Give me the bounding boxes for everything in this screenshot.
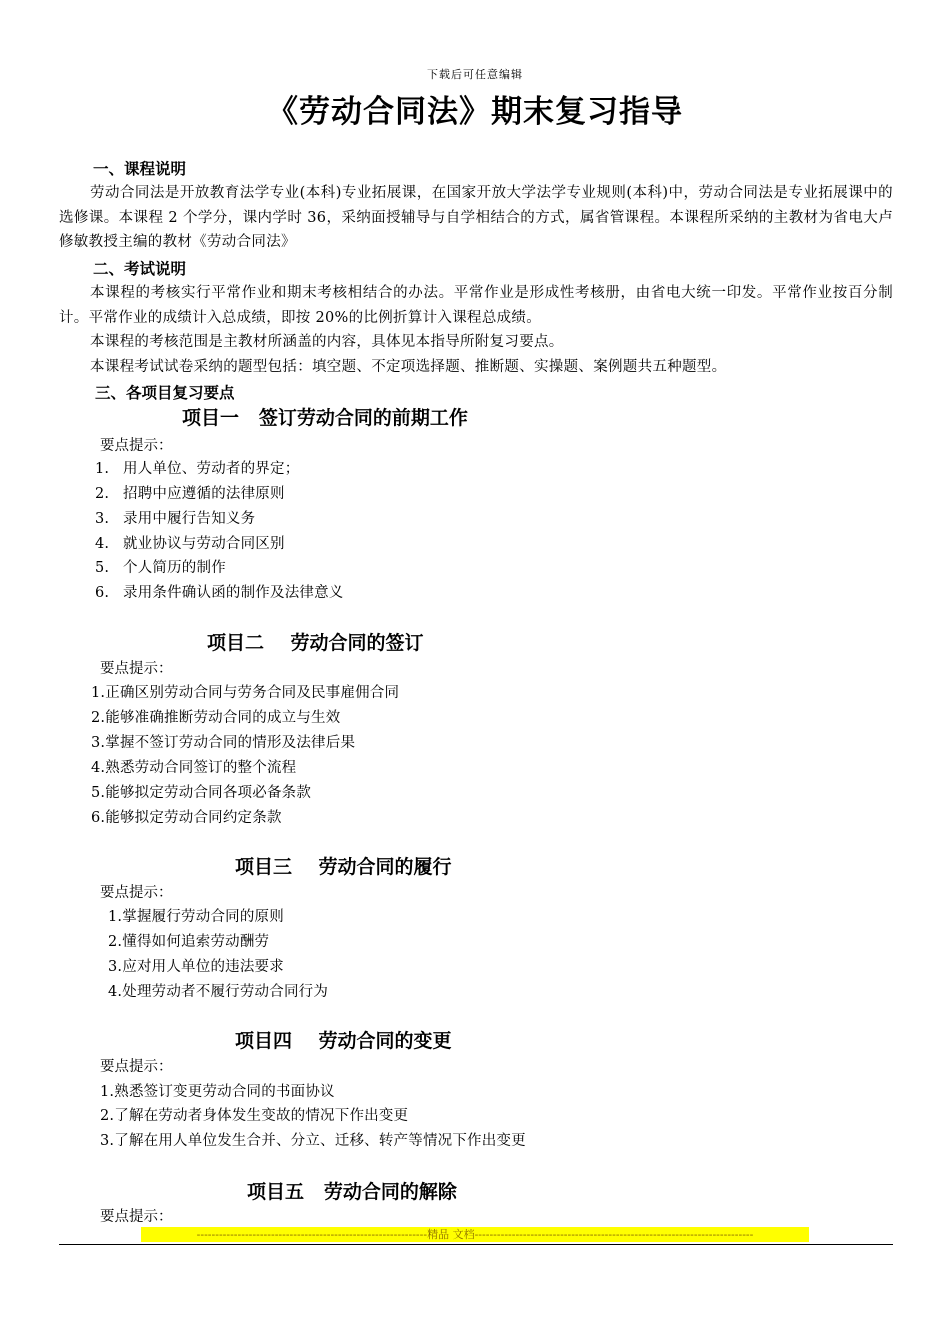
document-title: 《劳动合同法》期末复习指导 <box>267 94 683 130</box>
exam-paragraph-2: 本课程的考核范围是主教材所涵盖的内容，具体见本指导所附复习要点。 <box>90 334 564 350</box>
project-2-title: 项目二 劳动合同的签订 <box>207 632 424 654</box>
project-2-hint: 要点提示： <box>100 661 173 677</box>
list-item: 4.处理劳动者不履行劳动合同行为 <box>108 984 329 1000</box>
list-item: 2. 招聘中应遵循的法律原则 <box>95 486 285 502</box>
footer-divider <box>59 1244 893 1245</box>
footer-watermark-band: --------------------------------------------------------------精品 文档--------------------------------------------------------------------------- <box>141 1227 809 1242</box>
project-3-title: 项目三 劳动合同的履行 <box>235 856 452 878</box>
list-item: 2.能够准确推断劳动合同的成立与生效 <box>91 710 341 726</box>
list-item: 1. 用人单位、劳动者的界定； <box>95 461 300 477</box>
course-description-paragraph: 劳动合同法是开放教育法学专业(本科)专业拓展课，在国家开放大学法学专业规则(本科)中，劳动合同法是专业拓展课中的选修课。本课程 2 个学分，课内学时 36，采纳面授辅导与自学相结合的方式，属省管课程。本课程所采纳的主教材为省电大卢修敏教授主编的教材《劳动合同法》 <box>59 185 893 250</box>
section-heading-exam: 二、考试说明 <box>93 260 187 278</box>
exam-paragraph-1: 本课程的考核实行平常作业和期末考核相结合的办法。平常作业是形成性考核册，由省电大统一印发。平常作业按百分制计。平常作业的成绩计入总成绩，即按 20%的比例折算计入课程总成绩。 <box>59 285 893 326</box>
list-item: 3.掌握不签订劳动合同的情形及法律后果 <box>91 735 356 751</box>
list-item: 1.掌握履行劳动合同的原则 <box>108 909 284 925</box>
project-1-hint: 要点提示： <box>100 438 173 454</box>
list-item: 4.熟悉劳动合同签订的整个流程 <box>91 760 297 776</box>
section-heading-review: 三、各项目复习要点 <box>95 384 235 402</box>
section-heading-course: 一、课程说明 <box>93 160 187 178</box>
list-item: 3. 录用中履行告知义务 <box>95 511 256 527</box>
list-item: 6. 录用条件确认函的制作及法律意义 <box>95 585 344 601</box>
project-4-hint: 要点提示： <box>100 1059 173 1075</box>
list-item: 4. 就业协议与劳动合同区别 <box>95 536 285 552</box>
list-item: 1.正确区别劳动合同与劳务合同及民事雇佣合同 <box>91 685 400 701</box>
project-3-hint: 要点提示： <box>100 885 173 901</box>
list-item: 3.了解在用人单位发生合并、分立、迁移、转产等情况下作出变更 <box>100 1133 526 1149</box>
list-item: 1.熟悉签订变更劳动合同的书面协议 <box>100 1084 335 1100</box>
list-item: 5.能够拟定劳动合同各项必备条款 <box>91 785 312 801</box>
header-note: 下载后可任意编辑 <box>427 68 523 81</box>
project-5-hint: 要点提示： <box>100 1209 173 1225</box>
project-4-title: 项目四 劳动合同的变更 <box>235 1030 452 1052</box>
list-item: 2.了解在劳动者身体发生变故的情况下作出变更 <box>100 1108 409 1124</box>
project-1-title: 项目一 签订劳动合同的前期工作 <box>182 407 468 429</box>
list-item: 5. 个人简历的制作 <box>95 560 226 576</box>
exam-paragraph-3: 本课程考试试卷采纳的题型包括：填空题、不定项选择题、推断题、实操题、案例题共五种题型。 <box>90 359 727 375</box>
project-5-title: 项目五 劳动合同的解除 <box>247 1181 457 1203</box>
list-item: 2.懂得如何追索劳动酬劳 <box>108 934 270 950</box>
list-item: 3.应对用人单位的违法要求 <box>108 959 284 975</box>
list-item: 6.能够拟定劳动合同约定条款 <box>91 810 282 826</box>
